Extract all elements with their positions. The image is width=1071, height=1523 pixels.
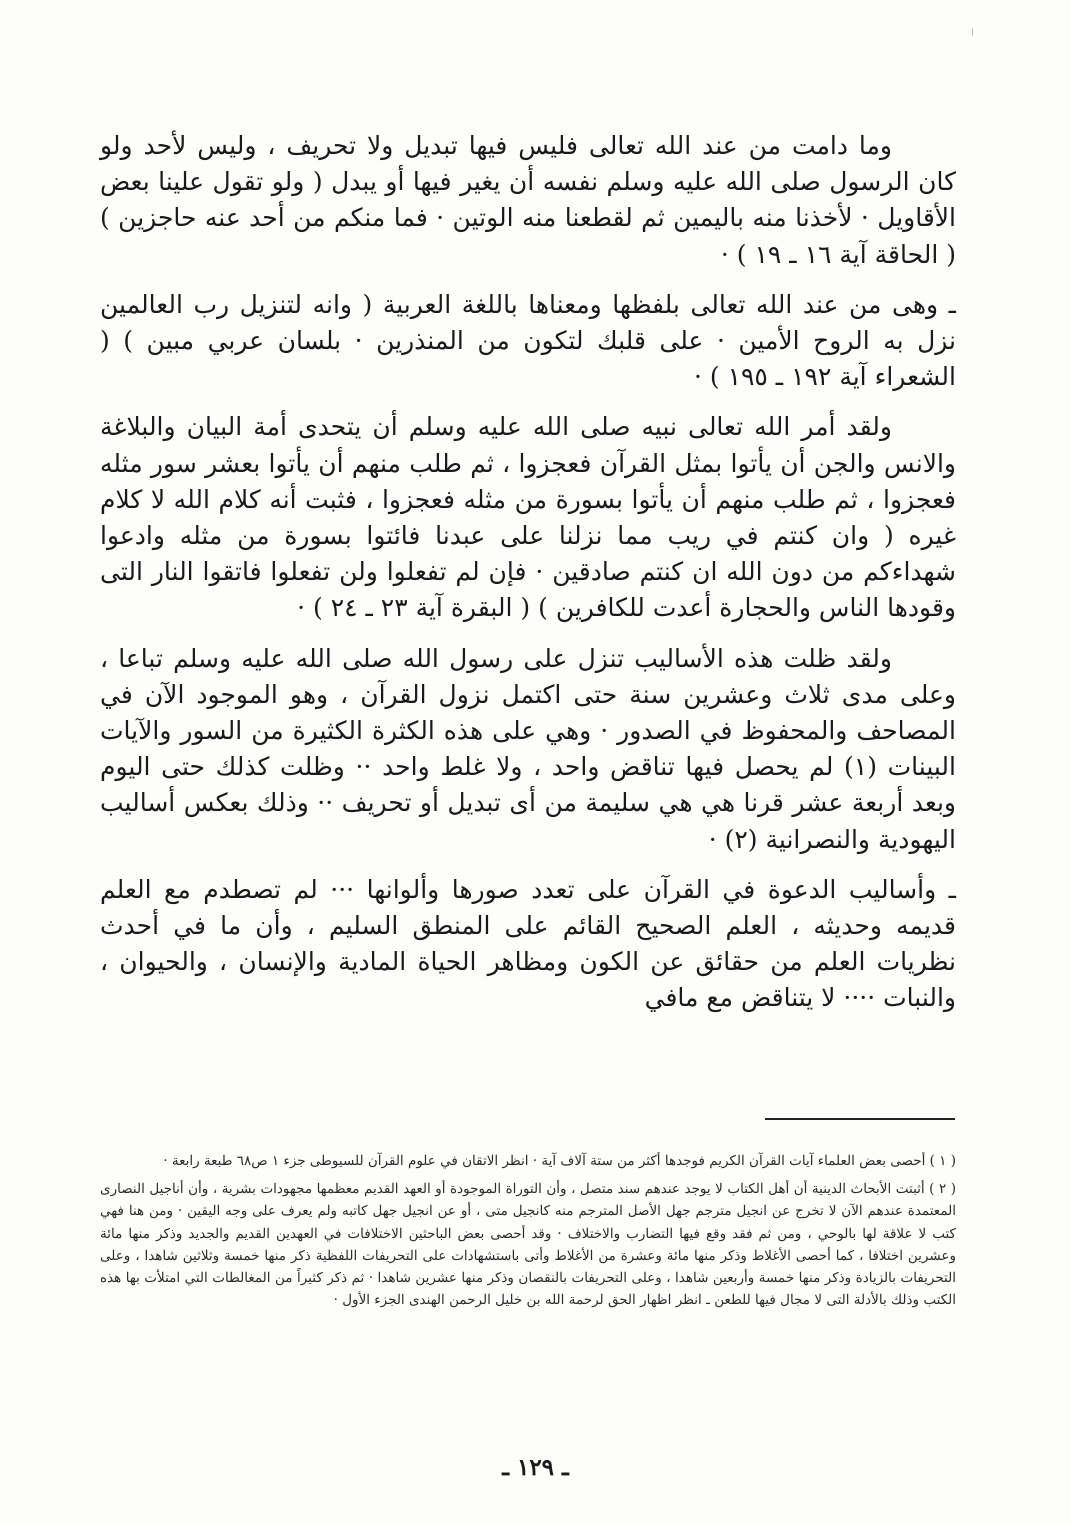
footnote: ( ٢ ) أثبتت الأبحاث الدينية أن أهل الكتاب لا يوجد عندهم سند متصل ، وأن التوراة الموجودة أو العهد القديم معظمها مجهودات بشرية ، وأن أناجيل النصارى المعتمدة عندهم الآن لا تخرج عن انجيل مترجم جهل الأصل المترجم منه كانجيل متى ، أو عن انجيل جهل كاتبه ولم يعرف على وجه اليقين · ومن هنا فهي كتب لا علاقة لها بالوحي ، ومن ثم فقد وقع فيها التضارب والاختلاف · وقد أحصى بعض الباحثين الاختلافات في العهدين القديم والجديد وذكر منها مائة وعشرين اختلافا ، كما أحصى الأغلاط وذكر منها مائة وعشرة من الأغلاط وأتى باستشهادات على التحريفات اللفظية ذكر منها خمسة وثلاثين شاهدا ، وعلى التحريفات بالزيادة وذكر منها خمسة وأربعين شاهدا ، وعلى التحريفات بالنقصان وذكر منها عشرين شاهدا · ثم ذكر كثيراً من المغالطات التي امتلأت بها هذه الكتب وذلك بالأدلة التى لا مجال فيها للطعن ـ انظر اظهار الحق لرحمة الله بن خليل الرحمن الهندى الجزء الأول · (100, 1181, 956, 1309)
scan-artifact (972, 28, 973, 36)
footnote-divider (765, 1118, 955, 1120)
paragraph: ولقد أمر الله تعالى نبيه صلى الله عليه وسلم أن يتحدى أمة البيان والبلاغة والانس والجن أن يأتوا بمثل القرآن فعجزوا ، ثم طلب منهم أن يأتوا بعشر سور مثله فعجزوا ، ثم طلب منهم أن يأتوا بسورة من مثله فعجزوا ، فثبت أنه كلام الله لا كلام غيره ( وان كنتم في ريب مما نزلنا على عبدنا فائتوا بسورة من مثله وادعوا شهداءكم من دون الله ان كنتم صادقين · فإن لم تفعلوا ولن تفعلوا فاتقوا النار التى وقودها الناس والحجارة أعدت للكافرين ) ( البقرة آية ٢٣ ـ ٢٤ ) · (100, 412, 956, 623)
paragraph: ـ وهى من عند الله تعالى بلفظها ومعناها باللغة العربية ( وانه لتنزيل رب العالمين نزل به الروح الأمين · على قلبك لتكون من المنذرين · بلسان عربي مبين ) ( الشعراء آية ١٩٢ ـ ١٩٥ ) · (100, 289, 956, 392)
footnote: ( ١ ) أحصى بعض العلماء آيات القرآن الكريم فوجدها أكثر من ستة آلاف آية · انظر الاتقان في علوم القرآن للسيوطى جزء ١ ص٦٨ طبعة رابعة · (163, 1153, 956, 1169)
page-number: ـ ١٢٩ ـ (502, 1454, 569, 1481)
paragraph: ـ وأساليب الدعوة في القرآن على تعدد صورها وألوانها ··· لم تصطدم مع العلم قديمه وحديثه ، العلم الصحيح القائم على المنطق السليم ، وأن ما في أحدث نظريات العلم من حقائق عن الكون ومظاهر الحياة المادية والإنسان ، والحيوان ، والنبات ···· لا يتناقض مع مافي (100, 874, 956, 1013)
paragraph: ولقد ظلت هذه الأساليب تنزل على رسول الله صلى الله عليه وسلم تباعا ، وعلى مدى ثلاث وعشرين سنة حتى اكتمل نزول القرآن ، وهو الموجود الآن في المصاحف والمحفوظ في الصدور · وهي على هذه الكثرة الكثيرة من السور والآيات البينات (١) لم يحصل فيها تناقض واحد ، ولا غلط واحد ·· وظلت كذلك حتى اليوم وبعد أربعة عشر قرنا هي هي سليمة من أى تبديل أو تحريف ·· وذلك بعكس أساليب اليهودية والنصرانية (٢) · (100, 643, 956, 854)
main-text (100, 128, 956, 1031)
footnotes (100, 1150, 956, 1317)
paragraph: وما دامت من عند الله تعالى فليس فيها تبديل ولا تحريف ، وليس لأحد ولو كان الرسول صلى الله عليه وسلم نفسه أن يغير فيها أو يبدل ( ولو تقول علينا بعض الأقاويل · لأخذنا منه باليمين ثم لقطعنا منه الوتين · فما منكم من أحد عنه حاجزين ) ( الحاقة آية ١٦ ـ ١٩ ) · (100, 131, 956, 269)
